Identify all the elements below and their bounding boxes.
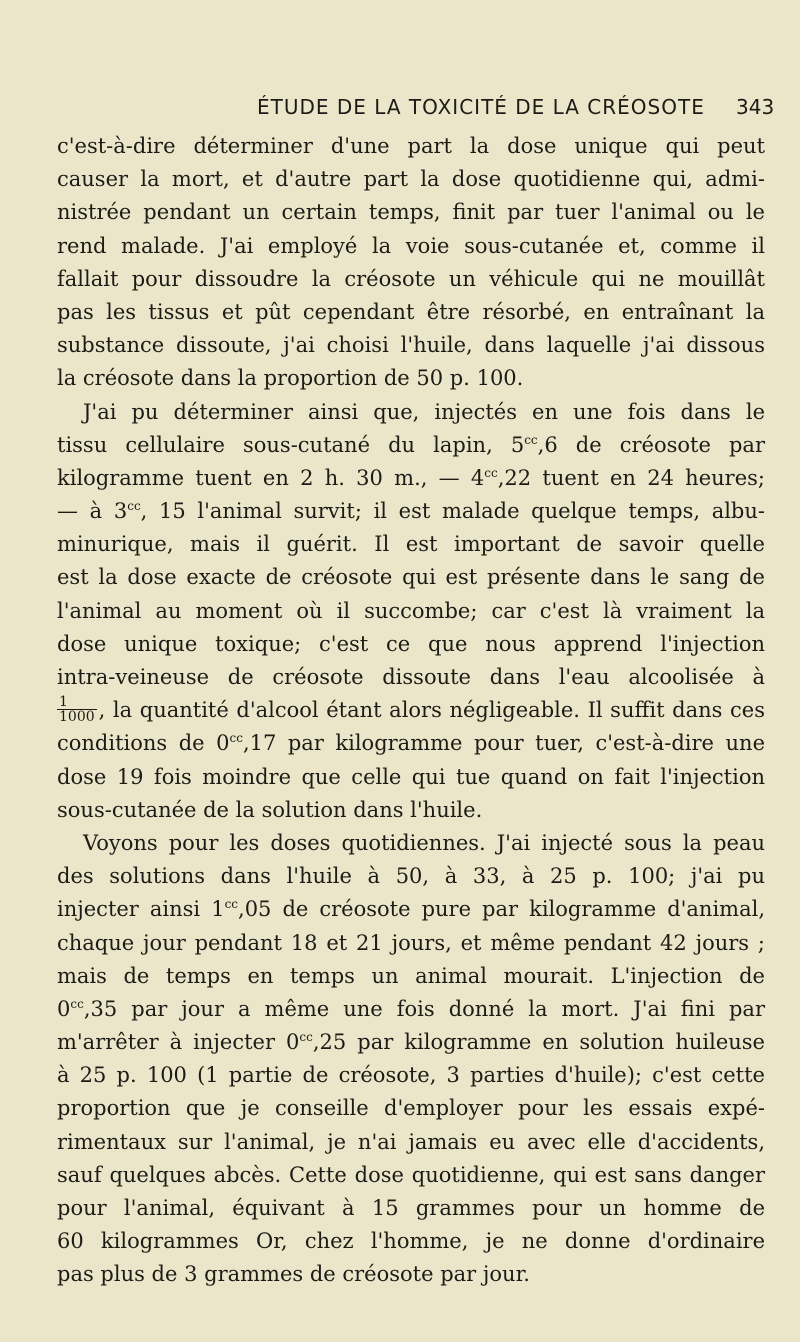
text-line: pas plus de 3 grammes de créosote par jour. xyxy=(57,1262,530,1287)
text-line xyxy=(57,993,765,1026)
text-segment: ,22 tuent en 24 heures; xyxy=(497,465,765,490)
fraction-denominator: 1000 xyxy=(59,709,95,726)
text-segment: ,35 par jour a même une fois donné la mort. J'ai fini par xyxy=(83,996,765,1021)
text-line xyxy=(57,462,765,495)
text-line: dose unique toxique; c'est ce que nous apprend l'injection xyxy=(57,631,765,656)
unit-superscript: cc xyxy=(484,465,498,480)
text-segment: injecter ainsi 1 xyxy=(57,897,225,922)
text-line: c'est-à-dire déterminer d'une part la dose unique qui peut xyxy=(57,134,765,158)
text-segment: kilogramme tuent en 2 h. 30 m., — 4 xyxy=(57,465,485,490)
text-line: est la dose exacte de créosote qui est présente dans le sang de xyxy=(57,565,765,590)
text-line: J'ai pu déterminer ainsi que, injectés en une fois dans le xyxy=(83,399,765,424)
text-segment: ,05 de créosote pure par kilogramme d'animal, xyxy=(238,897,766,922)
paragraph xyxy=(57,827,765,1292)
text-line xyxy=(57,429,765,462)
text-line xyxy=(57,893,765,926)
body-text xyxy=(57,130,765,1292)
text-line: fallait pour dissoudre la créosote un véhicule qui ne mouillât xyxy=(57,266,765,291)
text-line xyxy=(57,1026,765,1059)
text-line: mais de temps en temps un animal mourait. L'injection de xyxy=(57,963,765,988)
text-line: rimentaux sur l'animal, je n'ai jamais eu avec elle d'accidents, xyxy=(57,1129,765,1154)
text-segment: 0 xyxy=(57,996,71,1021)
text-line: des solutions dans l'huile à 50, à 33, à 25 p. 100; j'ai pu xyxy=(57,864,765,889)
text-line: chaque jour pendant 18 et 21 jours, et même pendant 42 jours ; xyxy=(57,930,765,955)
text-line: sauf quelques abcès. Cette dose quotidienne, qui est sans danger xyxy=(57,1162,765,1187)
text-segment: conditions de 0 xyxy=(57,731,230,756)
text-line: dose 19 fois moindre que celle qui tue quand on fait l'injection xyxy=(57,764,765,789)
text-segment: — à 3 xyxy=(57,499,128,524)
text-line: 60 kilogrammes Or, chez l'homme, je ne donne d'ordinaire xyxy=(57,1229,765,1254)
text-line: intra-veineuse de créosote dissoute dans l'eau alcoolisée à xyxy=(57,665,765,689)
text-line xyxy=(57,694,765,727)
paragraph xyxy=(57,396,765,827)
text-segment: , la quantité d'alcool étant alors négligeable. Il suffit dans ces xyxy=(98,698,765,723)
unit-superscript: cc xyxy=(299,1030,313,1045)
text-line: pas les tissus et pût cependant être résorbé, en entraînant la xyxy=(57,299,765,324)
text-line: l'animal au moment où il succombe; car c'est là vraiment la xyxy=(57,598,765,623)
text-segment: , 15 l'animal survit; il est malade quelque temps, albu- xyxy=(140,499,765,524)
unit-superscript: cc xyxy=(229,731,243,746)
running-title: ÉTUDE DE LA TOXICITÉ DE LA CRÉOSOTE xyxy=(257,95,705,119)
text-line: substance dissoute, j'ai choisi l'huile, dans laquelle j'ai dissous xyxy=(57,333,765,358)
unit-superscript: cc xyxy=(127,499,141,514)
text-line: Voyons pour les doses quotidiennes. J'ai injecté sous la peau xyxy=(83,830,765,855)
unit-superscript: cc xyxy=(524,432,538,447)
text-segment: ,17 par kilogramme pour tuer, c'est-à-dire une xyxy=(242,731,765,756)
text-segment: ,25 par kilogramme en solution huileuse xyxy=(312,1030,765,1055)
text-segment: m'arrêter à injecter 0 xyxy=(57,1030,300,1055)
paragraph xyxy=(57,130,765,396)
running-head xyxy=(0,95,800,125)
page-number: 343 xyxy=(736,95,775,119)
unit-superscript: cc xyxy=(224,897,239,912)
text-line xyxy=(57,727,765,760)
text-line: nistrée pendant un certain temps, finit par tuer l'animal ou le xyxy=(57,200,765,225)
unit-superscript: cc xyxy=(70,996,84,1011)
fraction-numerator: 1 xyxy=(57,695,97,710)
text-line: sous-cutanée de la solution dans l'huile. xyxy=(57,797,483,822)
text-line: rend malade. J'ai employé la voie sous-cutanée et, comme il xyxy=(57,233,765,258)
text-line: pour l'animal, équivant à 15 grammes pour un homme de xyxy=(57,1196,765,1220)
text-line: causer la mort, et d'autre part la dose quotidienne qui, admi- xyxy=(57,167,765,192)
text-segment: ,6 de créosote par xyxy=(537,432,765,457)
text-line: la créosote dans la proportion de 50 p. 100. xyxy=(57,366,524,391)
text-line: minurique, mais il guérit. Il est important de savoir quelle xyxy=(57,532,765,557)
text-segment: tissu cellulaire sous-cutané du lapin, 5 xyxy=(57,432,525,457)
text-line: proportion que je conseille d'employer pour les essais expé- xyxy=(57,1096,765,1121)
fraction xyxy=(57,695,97,724)
text-line: à 25 p. 100 (1 partie de créosote, 3 parties d'huile); c'est cette xyxy=(57,1063,765,1088)
text-line xyxy=(57,495,765,528)
